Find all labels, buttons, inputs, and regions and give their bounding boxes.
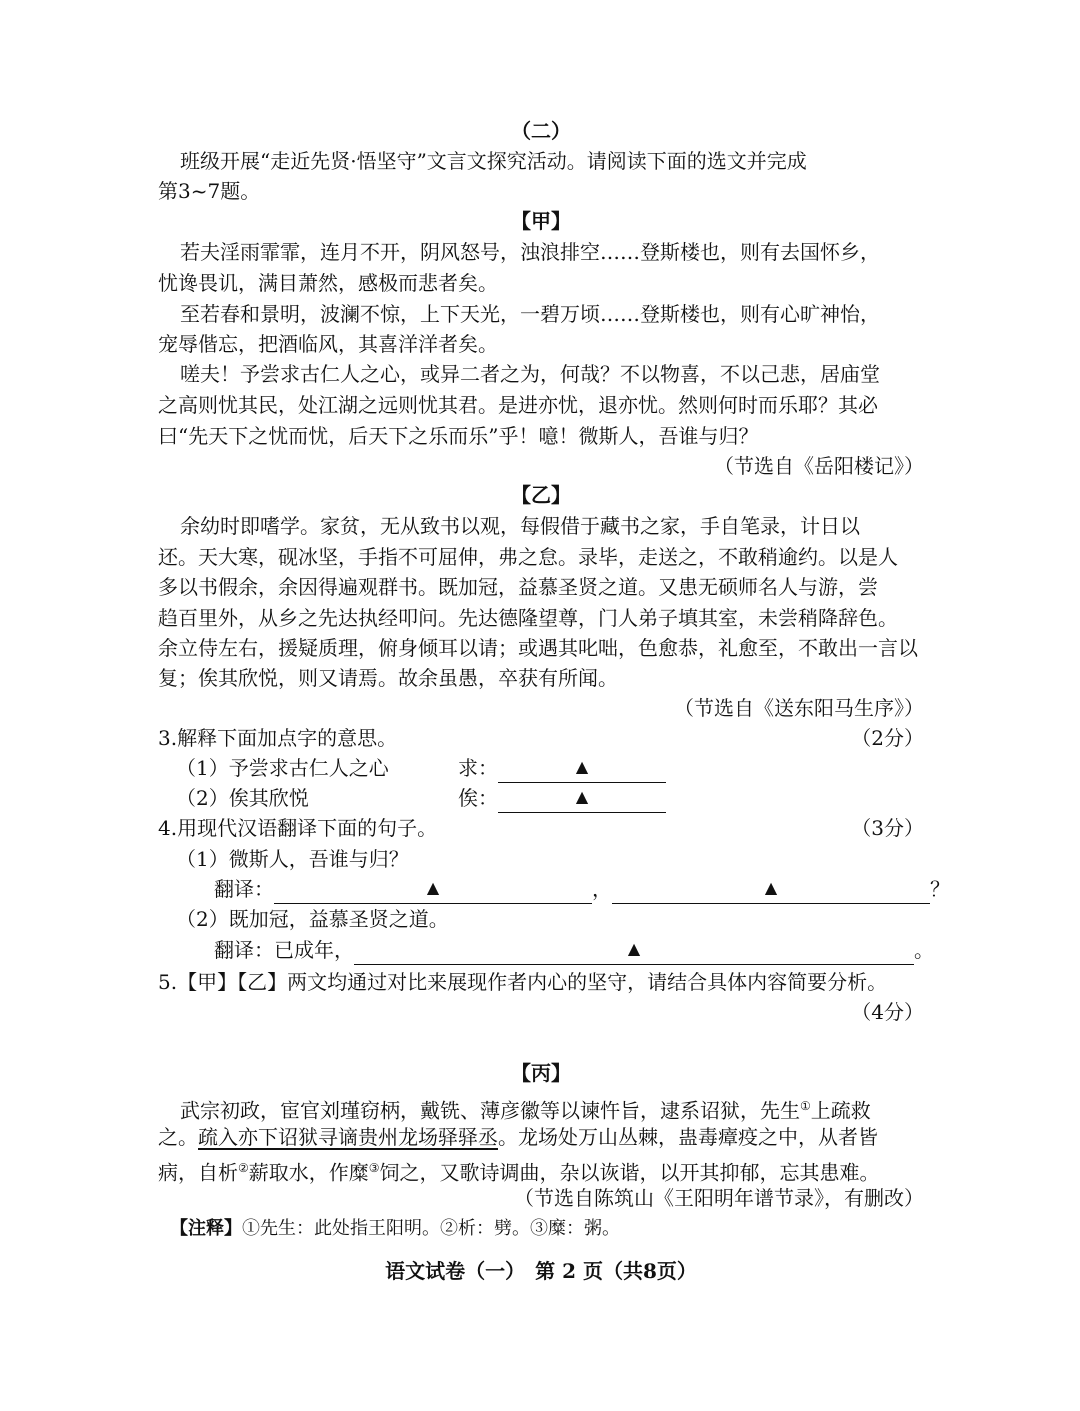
yi-heading: 【乙】 bbox=[511, 483, 571, 507]
q5-score: （4分） bbox=[851, 1000, 924, 1024]
jia-heading: 【甲】 bbox=[511, 209, 571, 233]
annotation-text: ①先生：此处指王阳明。②析：劈。③糜：粥。 bbox=[242, 1218, 620, 1239]
jia-line: 曰“先天下之忧而忧，后天下之乐而乐”乎！噫！微斯人，吾谁与归？ bbox=[158, 424, 759, 448]
answer-blank[interactable] bbox=[612, 878, 930, 904]
bing-text: 薪取水，作糜 bbox=[248, 1160, 369, 1185]
annotation bbox=[170, 1214, 936, 1244]
q3-item-text: （2）俟其欣悦 bbox=[176, 786, 309, 810]
triangle-marker: ▲ bbox=[627, 939, 641, 958]
q4-item-1: （1）微斯人，吾谁与归？ bbox=[176, 847, 409, 871]
answer-blank[interactable] bbox=[354, 939, 914, 965]
bing-text: 病，自析 bbox=[158, 1160, 238, 1185]
yi-line: 还。天大寒，砚冰坚，手指不可屈伸，弗之怠。录毕，走送之，不敢稍逾约。以是人 bbox=[158, 545, 898, 569]
q3-score: （2分） bbox=[851, 726, 924, 750]
bing-line-2 bbox=[158, 1122, 924, 1152]
jia-line: 忧谗畏讥，满目萧然，感极而悲者矣。 bbox=[158, 271, 498, 295]
period: 。 bbox=[914, 938, 934, 962]
question-4 bbox=[158, 813, 924, 843]
bing-text: 饲之，又歌诗调曲，杂以诙谐，以开其抑郁，忘其患难。 bbox=[379, 1160, 880, 1185]
bing-line-1 bbox=[158, 1091, 924, 1126]
yi-line: 趋百里外，从乡之先达执经叩问。先达德隆望尊，门人弟子填其室，未尝稍降辞色。 bbox=[158, 606, 898, 630]
triangle-marker: ▲ bbox=[575, 787, 589, 806]
yi-line: 多以书假余，余因得遍观群书。既加冠，益慕圣贤之道。又患无硕师名人与游，尝 bbox=[158, 575, 878, 599]
jia-line: 嗟夫！予尝求古仁人之心，或异二者之为，何哉？不以物喜，不以己悲，居庙堂 bbox=[180, 362, 880, 386]
yi-line: 复；俟其欣悦，则又请焉。故余虽愚，卒获有所闻。 bbox=[158, 666, 618, 690]
yi-source: （节选自《送东阳马生序》） bbox=[674, 696, 924, 720]
jia-line: 若夫淫雨霏霏，连月不开，阴风怒号，浊浪排空……登斯楼也，则有去国怀乡， bbox=[180, 240, 880, 264]
jia-line: 至若春和景明，波澜不惊，上下天光，一碧万顷……登斯楼也，则有心旷神怡， bbox=[180, 302, 880, 326]
intro-line-2: 第3~7题。 bbox=[158, 179, 261, 203]
yi-line: 余立侍左右，援疑质理，俯身倾耳以请；或遇其叱咄，色愈恭，礼愈至，不敢出一言以 bbox=[158, 636, 918, 660]
bing-text: 。龙场处万山丛棘，蛊毒瘴疫之中，从者皆 bbox=[498, 1125, 878, 1149]
q3-item-1 bbox=[176, 753, 776, 783]
bing-text: 之。 bbox=[158, 1125, 198, 1149]
footnote-mark: ② bbox=[238, 1161, 249, 1175]
footnote-mark: ③ bbox=[368, 1161, 380, 1175]
bing-heading: 【丙】 bbox=[511, 1061, 571, 1085]
q4-stem: 4.用现代汉语翻译下面的句子。 bbox=[158, 816, 438, 840]
jia-source: （节选自《岳阳楼记》） bbox=[714, 454, 924, 478]
annotation-label: 【注释】 bbox=[170, 1218, 242, 1239]
q3-item-text: （1）予尝求古仁人之心 bbox=[176, 756, 389, 780]
answer-blank[interactable] bbox=[498, 757, 666, 783]
triangle-marker: ▲ bbox=[575, 757, 589, 776]
section-title: （二） bbox=[511, 119, 571, 143]
yi-line: 余幼时即嗜学。家贫，无从致书以观，每假借于藏书之家，手自笔录，计日以 bbox=[180, 514, 860, 538]
question-3 bbox=[158, 723, 924, 753]
q4-translation-2 bbox=[214, 935, 934, 965]
comma: ， bbox=[592, 877, 612, 901]
intro-line-1: 班级开展“走近先贤·悟坚守”文言文探究活动。请阅读下面的选文并完成 bbox=[180, 149, 807, 173]
question-mark: ？ bbox=[930, 877, 950, 901]
answer-blank[interactable] bbox=[274, 878, 592, 904]
triangle-marker: ▲ bbox=[426, 878, 440, 897]
jia-line: 之高则忧其民，处江湖之远则忧其君。是进亦忧，退亦忧。然则何时而乐耶？其必 bbox=[158, 393, 878, 417]
q5-stem: 5.【甲】【乙】两文均通过对比来展现作者内心的坚守，请结合具体内容简要分析。 bbox=[158, 970, 888, 994]
page-footer: 语文试卷（一） 第 2 页（共8页） bbox=[385, 1259, 697, 1283]
footnote-mark: ① bbox=[800, 1099, 811, 1113]
bing-source: （节选自陈筑山《王阳明年谱节录》，有删改） bbox=[514, 1186, 924, 1210]
bing-text: 上疏救 bbox=[810, 1098, 871, 1123]
q3-item-label: 俟： bbox=[458, 786, 498, 810]
answer-blank[interactable] bbox=[498, 787, 666, 813]
triangle-marker: ▲ bbox=[764, 878, 778, 897]
q3-item-label: 求： bbox=[458, 756, 498, 780]
bing-text: 武宗初政，宦官刘瑾窃柄，戴铣、薄彦徽等以谏忤旨，逮系诏狱，先生 bbox=[180, 1098, 800, 1123]
underlined-sentence: 疏入亦下诏狱寻谪贵州龙场驿驿丞 bbox=[198, 1125, 498, 1149]
q3-stem: 3.解释下面加点字的意思。 bbox=[158, 726, 398, 750]
q4-translation-1 bbox=[214, 874, 950, 904]
translation-label: 翻译：已成年， bbox=[214, 938, 354, 962]
q3-item-2 bbox=[176, 783, 776, 813]
q4-item-2: （2）既加冠，益慕圣贤之道。 bbox=[176, 907, 449, 931]
translation-label: 翻译： bbox=[214, 877, 274, 901]
jia-line: 宠辱偕忘，把酒临风，其喜洋洋者矣。 bbox=[158, 332, 498, 356]
q4-score: （3分） bbox=[851, 816, 924, 840]
